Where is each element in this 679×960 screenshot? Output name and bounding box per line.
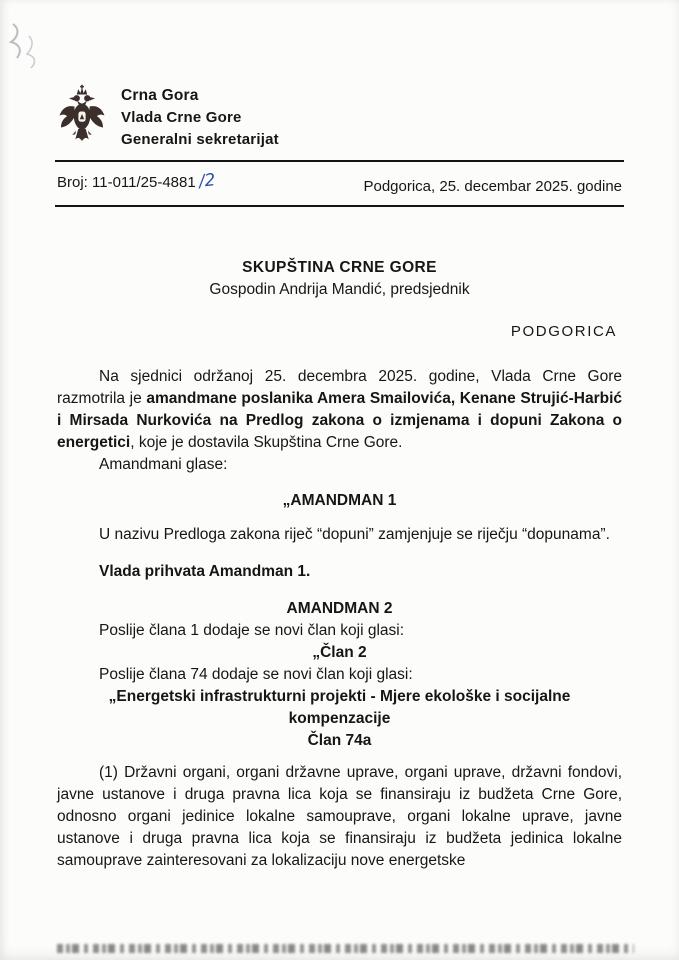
- handwritten-annotation: /2: [197, 170, 217, 192]
- heading-amandman-1: „AMANDMAN 1: [282, 492, 397, 509]
- paragraph-poslije-clana-74: Poslije člana 74 dodaje se novi član koji glasi:: [99, 666, 413, 683]
- letterhead-org-block: [121, 84, 279, 151]
- reference-number-text: Broj: 11-011/25-4881: [57, 174, 196, 191]
- divider-bottom: [55, 205, 624, 207]
- place-date: Podgorica, 25. decembar 2025. godine: [363, 178, 622, 195]
- paragraph-amandmani-glase: Amandmani glase:: [99, 456, 228, 473]
- reference-row: [57, 170, 622, 196]
- heading-clan-2: „Član 2: [312, 644, 367, 661]
- coat-of-arms-icon: [58, 84, 106, 150]
- paragraph-vlada-prihvata: Vlada prihvata Amandman 1.: [99, 563, 311, 580]
- intro-amendments-bold: amandmane poslanika Amera Smailovića, Kenane Strujić-Harbić i Mirsada Nurkovića na Predlog zakona o izmjenama i dopuni Zakona o energetici: [57, 390, 623, 451]
- recipient-institution: SKUPŠTINA CRNE GORE: [242, 259, 437, 276]
- document-body: [57, 366, 622, 872]
- paragraph-intro: [57, 366, 622, 454]
- heading-clan-74a: Član 74a: [307, 732, 372, 749]
- org-country: Crna Gora: [121, 87, 199, 104]
- recipient-person: Gospodin Andrija Mandić, predsjednik: [209, 281, 470, 298]
- paragraph-poslije-clana-1: Poslije člana 1 dodaje se novi član koji glasi:: [99, 622, 405, 639]
- paragraph-clan-74a-stav-1: (1) Državni organi, organi državne uprave, organi uprave, državni fondovi, javne ustanove i druga pravna lica koja se finansiraju iz budžeta Crne Gore, odnosno organi jedinice lokalne samouprave, organi lokalne uprave, javne ustanove i druga pravna lica koja se finansiraju iz budžeta jedinica lokalne samouprave zainteresovani za lokalizaciju nove energetske: [57, 764, 622, 869]
- pencil-scribble-marks: [3, 18, 55, 78]
- recipient-city: PODGORICA: [510, 323, 617, 340]
- divider-top: [55, 160, 624, 162]
- heading-energetski-projekti: „Energetski infrastrukturni projekti - Mjere ekološke i socijalne kompenzacije: [108, 688, 571, 727]
- intro-text-2: , koje je dostavila Skupština Crne Gore.: [130, 434, 403, 451]
- paragraph-amandman-1-text: U nazivu Predloga zakona riječ “dopuni” zamjenjuje se riječju “dopunama”.: [99, 526, 610, 543]
- recipient-block: [0, 257, 679, 301]
- letterhead: [0, 0, 679, 151]
- reference-number: [57, 170, 215, 192]
- org-government: Vlada Crne Gore: [121, 109, 242, 126]
- heading-amandman-2: AMANDMAN 2: [286, 600, 393, 617]
- org-secretariat: Generalni sekretarijat: [121, 131, 279, 148]
- intro-text-1: Na sjednici održanoj 25. decembra 2025. godine, Vlada Crne Gore razmotrila je: [57, 368, 622, 407]
- cutoff-text-artifact: [57, 944, 634, 953]
